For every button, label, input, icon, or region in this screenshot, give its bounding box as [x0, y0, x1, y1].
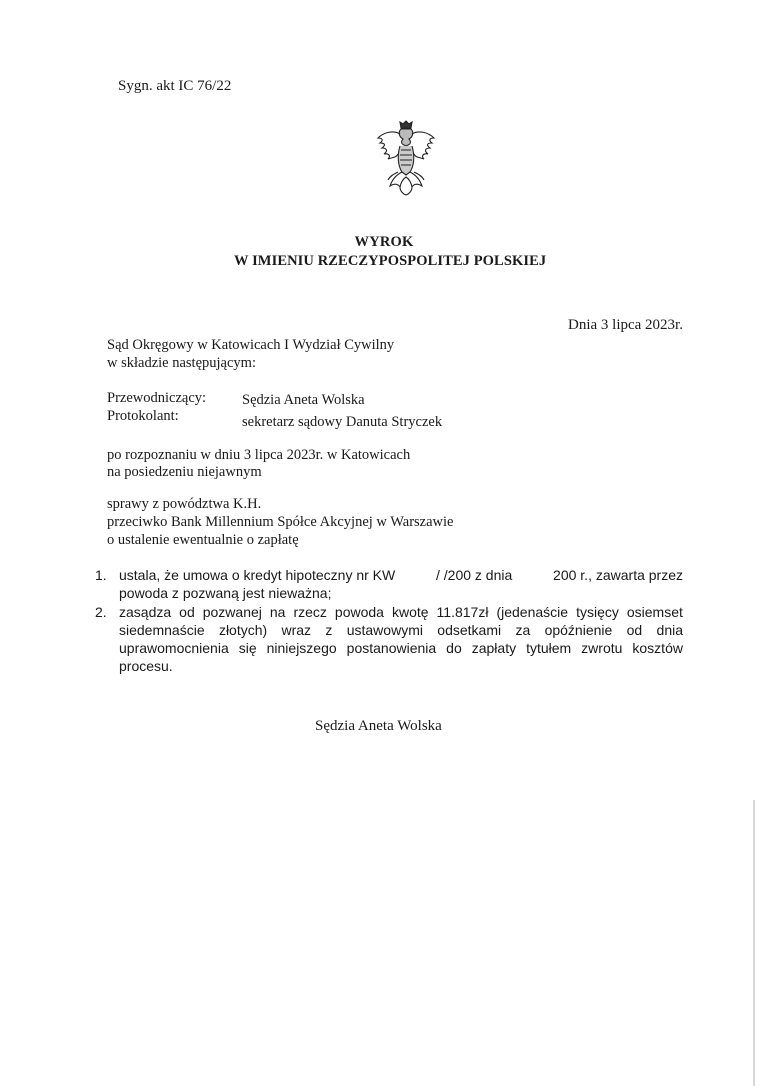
ruling-word: od [179, 604, 195, 620]
ruling-word: od [626, 622, 643, 638]
ruling-item-1-line-1 [119, 566, 683, 584]
ruling-word: się [238, 640, 257, 656]
ruling-word: zapłaty [471, 640, 517, 656]
ruling-word: dnia [656, 622, 683, 638]
ruling-word: niniejszego [266, 640, 337, 656]
ruling-word: zwrotu [581, 640, 623, 656]
case-plaintiff: sprawy z powództwa K.H. [107, 496, 262, 512]
ruling-word: do [446, 640, 462, 656]
ruling-word: siedemnaście [119, 622, 205, 638]
clerk-value: sekretarz sądowy Danuta Stryczek [242, 414, 443, 430]
ruling-word: na [269, 604, 286, 620]
judgment-date: Dnia 3 lipca 2023r. [568, 317, 683, 333]
ruling-item-2-line-2 [119, 621, 683, 639]
ruling-item-2-number: 2. [95, 604, 107, 620]
ruling-word: zasądza [119, 604, 172, 620]
ruling-item-2-line-1 [119, 603, 683, 621]
court-name: Sąd Okręgowy w Katowicach I Wydział Cywilny [107, 337, 395, 353]
ruling-word: kwotę [391, 604, 429, 620]
ruling-item-2-line-4: procesu. [119, 658, 173, 674]
case-subject: o ustalenie ewentualnie o zapłatę [107, 532, 299, 548]
ruling-word: za [515, 622, 531, 638]
chair-label: Przewodniczący: [107, 390, 207, 406]
ruling-word: rzecz [293, 604, 327, 620]
scan-edge-divider [753, 800, 755, 1086]
ruling-item-1-text-b: / /200 z dnia [436, 567, 513, 583]
court-composition-label: w składzie następującym: [107, 355, 256, 371]
ruling-word: powoda [334, 604, 384, 620]
ruling-word: (jedenaście [496, 604, 569, 620]
ruling-word: kosztów [632, 640, 683, 656]
ruling-word: uprawomocnienia [119, 640, 229, 656]
ruling-word: tytułem [526, 640, 572, 656]
ruling-word: tysięcy [576, 604, 619, 620]
ruling-word: złotych) [218, 622, 268, 638]
ruling-item-1-text-c: 200 r., zawarta przez [553, 567, 683, 583]
case-defendant: przeciwko Bank Millennium Spółce Akcyjnej w Warszawie [107, 514, 454, 530]
document-title: WYROK [354, 234, 414, 250]
hearing-line-2: na posiedzeniu niejawnym [107, 464, 262, 480]
document-subtitle: W IMIENIU RZECZYPOSPOLITEJ POLSKIEJ [234, 253, 547, 269]
ruling-word: opóźnienie [544, 622, 613, 638]
polish-eagle-emblem-icon [370, 120, 442, 196]
ruling-word: 11.817zł [436, 604, 489, 620]
ruling-item-1-number: 1. [95, 567, 107, 583]
ruling-word: ustawowymi [346, 622, 423, 638]
hearing-line-1: po rozpoznaniu w dniu 3 lipca 2023r. w Katowicach [107, 447, 411, 463]
ruling-word: postanowienia [346, 640, 437, 656]
ruling-word: odsetkami [437, 622, 502, 638]
ruling-word: osiemset [626, 604, 683, 620]
clerk-label: Protokolant: [107, 408, 179, 424]
ruling-item-1-line-2: powoda z pozwaną jest nieważna; [119, 585, 332, 601]
chair-value: Sędzia Aneta Wolska [242, 392, 365, 408]
ruling-item-2-line-3 [119, 639, 683, 657]
ruling-word: pozwanej [202, 604, 262, 620]
ruling-word: wraz [281, 622, 312, 638]
judge-signature: Sędzia Aneta Wolska [315, 718, 442, 734]
ruling-word: z [325, 622, 333, 638]
case-signature: Sygn. akt IC 76/22 [118, 78, 232, 94]
ruling-item-1-text-a: ustala, że umowa o kredyt hipoteczny nr KW [119, 567, 396, 583]
